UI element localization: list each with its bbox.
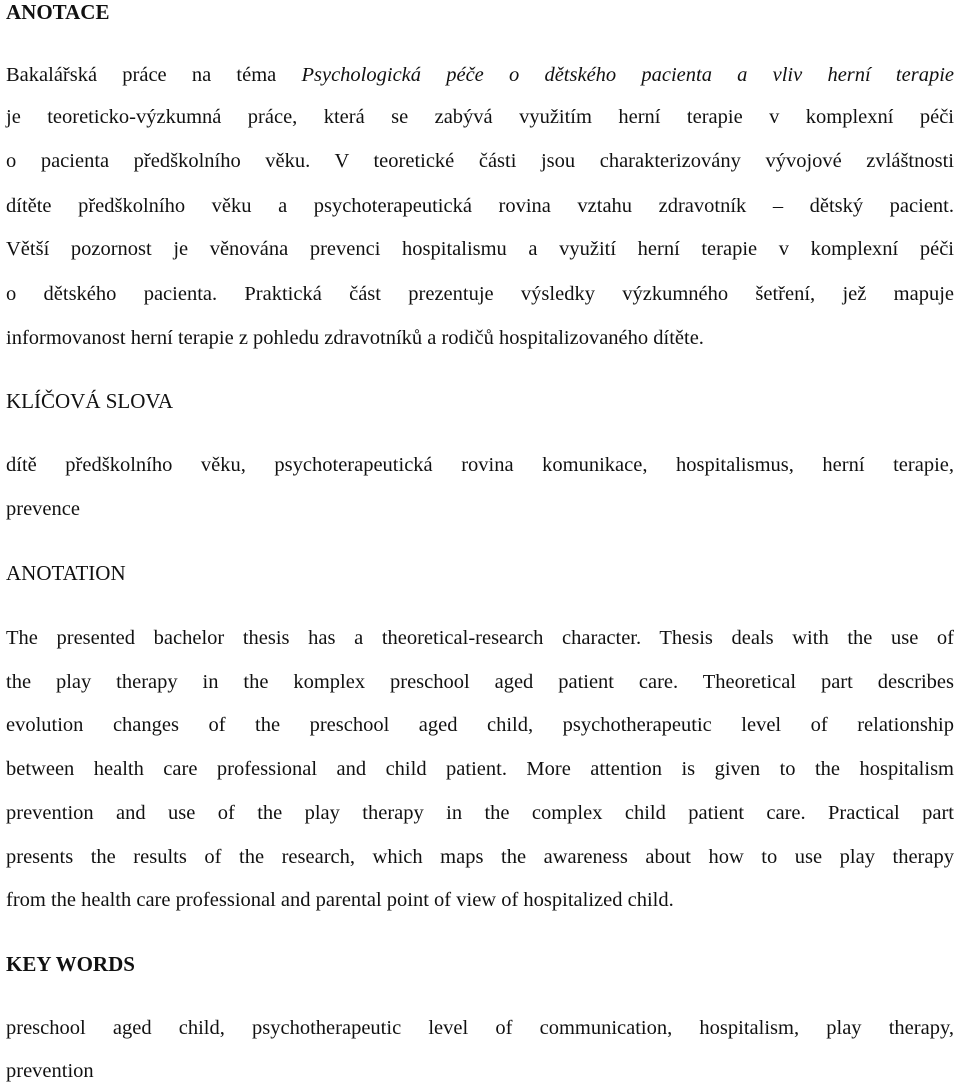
paragraph-line: prevention	[6, 1060, 94, 1082]
paragraph-line: o pacienta předškolního věku. V teoretické části jsou charakterizovány vývojové zvláštnosti	[6, 150, 954, 172]
paragraph-line: The presented bachelor thesis has a theoretical-research character. Thesis deals with the use of	[6, 627, 954, 649]
paragraph-line: prevention and use of the play therapy in the complex child patient care. Practical part	[6, 802, 954, 824]
thesis-title: Psychologická péče o dětského pacienta a vliv herní terapie	[301, 64, 954, 86]
paragraph-line: dítě předškolního věku, psychoterapeutická rovina komunikace, hospitalismus, herní terapie,	[6, 454, 954, 476]
paragraph-line: preschool aged child, psychotherapeutic level of communication, hospitalism, play therapy,	[6, 1017, 954, 1039]
paragraph-line: presents the results of the research, which maps the awareness about how to use play therapy	[6, 846, 954, 868]
section-heading-anotace: ANOTACE	[6, 0, 110, 24]
paragraph-line: informovanost herní terapie z pohledu zdravotníků a rodičů hospitalizovaného dítěte.	[6, 327, 704, 349]
paragraph-line: je teoreticko-výzkumná práce, která se zabývá využitím herní terapie v komplexní péči	[6, 106, 954, 128]
section-heading-anotation: ANOTATION	[6, 561, 126, 585]
section-heading-klicova-slova: KLÍČOVÁ SLOVA	[6, 389, 174, 413]
paragraph-line: from the health care professional and parental point of view of hospitalized child.	[6, 889, 674, 911]
paragraph-line: prevence	[6, 498, 80, 520]
paragraph-line: o dětského pacienta. Praktická část prezentuje výsledky výzkumného šetření, jež mapuje	[6, 283, 954, 305]
paragraph-line: dítěte předškolního věku a psychoterapeutická rovina vztahu zdravotník – dětský pacient.	[6, 195, 954, 217]
paragraph-line: between health care professional and child patient. More attention is given to the hospitalism	[6, 758, 954, 780]
paragraph-line: evolution changes of the preschool aged child, psychotherapeutic level of relationship	[6, 714, 954, 736]
section-heading-key-words: KEY WORDS	[6, 952, 135, 976]
paragraph-line: Větší pozornost je věnována prevenci hospitalismu a využití herní terapie v komplexní péči	[6, 238, 954, 260]
paragraph-line: the play therapy in the komplex preschool aged patient care. Theoretical part describes	[6, 671, 954, 693]
paragraph-line: Bakalářská práce na téma Psychologická péče o dětského pacienta a vliv herní terapie	[6, 64, 954, 86]
